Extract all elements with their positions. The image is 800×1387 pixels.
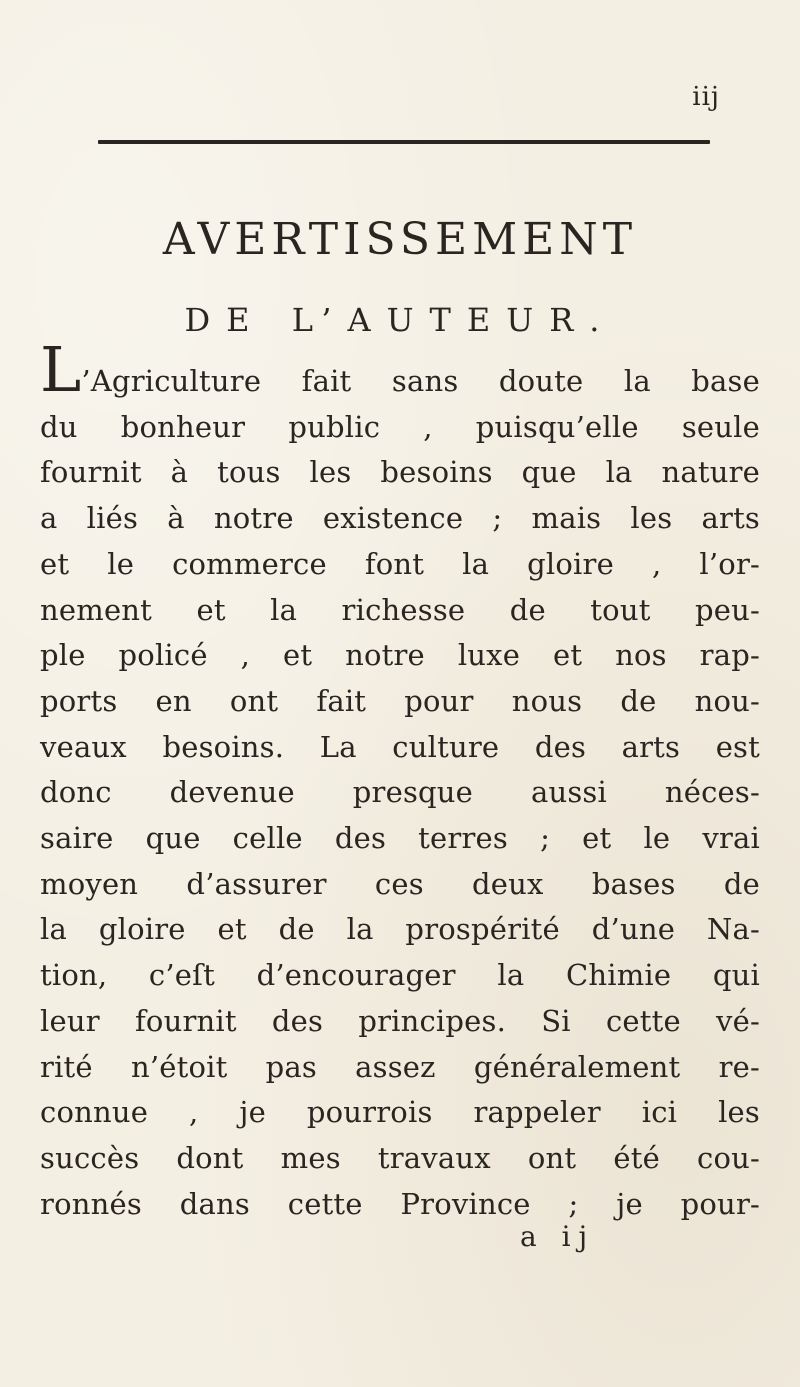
text-line: rité n’étoit pas assez généralement re- [40,1049,760,1084]
text-line: veaux besoins. La culture des arts est [40,729,760,764]
text-line: succès dont mes travaux ont été cou- [40,1140,760,1175]
first-line-text: ’Agriculture fait sans doute la base [81,364,760,398]
text-line: ronnés dans cette Province ; je pour- [40,1186,760,1221]
text-line-1 [40,333,760,406]
text-line: a liés à notre existence ; mais les arts [40,501,760,536]
signature-mark: a ij [520,1220,596,1253]
text-line: leur fournit des principes. Si cette vé- [40,1003,760,1038]
text-line: et le commerce font la gloire , l’or- [40,546,760,581]
page-subtitle: DE L’AUTEUR. [184,301,616,339]
header-rule [98,140,710,144]
text-line: tion, c’eſt d’encourager la Chimie qui [40,958,760,993]
text-line: donc devenue presque aussi néces- [40,775,760,810]
page-title: AVERTISSEMENT [162,214,638,265]
text-line: ple policé , et notre luxe et nos rap- [40,638,760,673]
text-line: la gloire et de la prospérité d’une Na- [40,912,760,947]
text-line: connue , je pourrois rappeler ici les [40,1095,760,1130]
page-number: iij [692,82,720,112]
body-text [40,333,760,1227]
text-line: du bonheur public , puisqu’elle seule [40,409,760,444]
text-line: ports en ont fait pour nous de nou- [40,683,760,718]
text-line: saire que celle des terres ; et le vrai [40,821,760,856]
text-line: nement et la richesse de tout peu- [40,592,760,627]
text-line: moyen d’assurer ces deux bases de [40,866,760,901]
drop-cap: L [40,333,82,406]
text-line: fournit à tous les besoins que la nature [40,455,760,490]
